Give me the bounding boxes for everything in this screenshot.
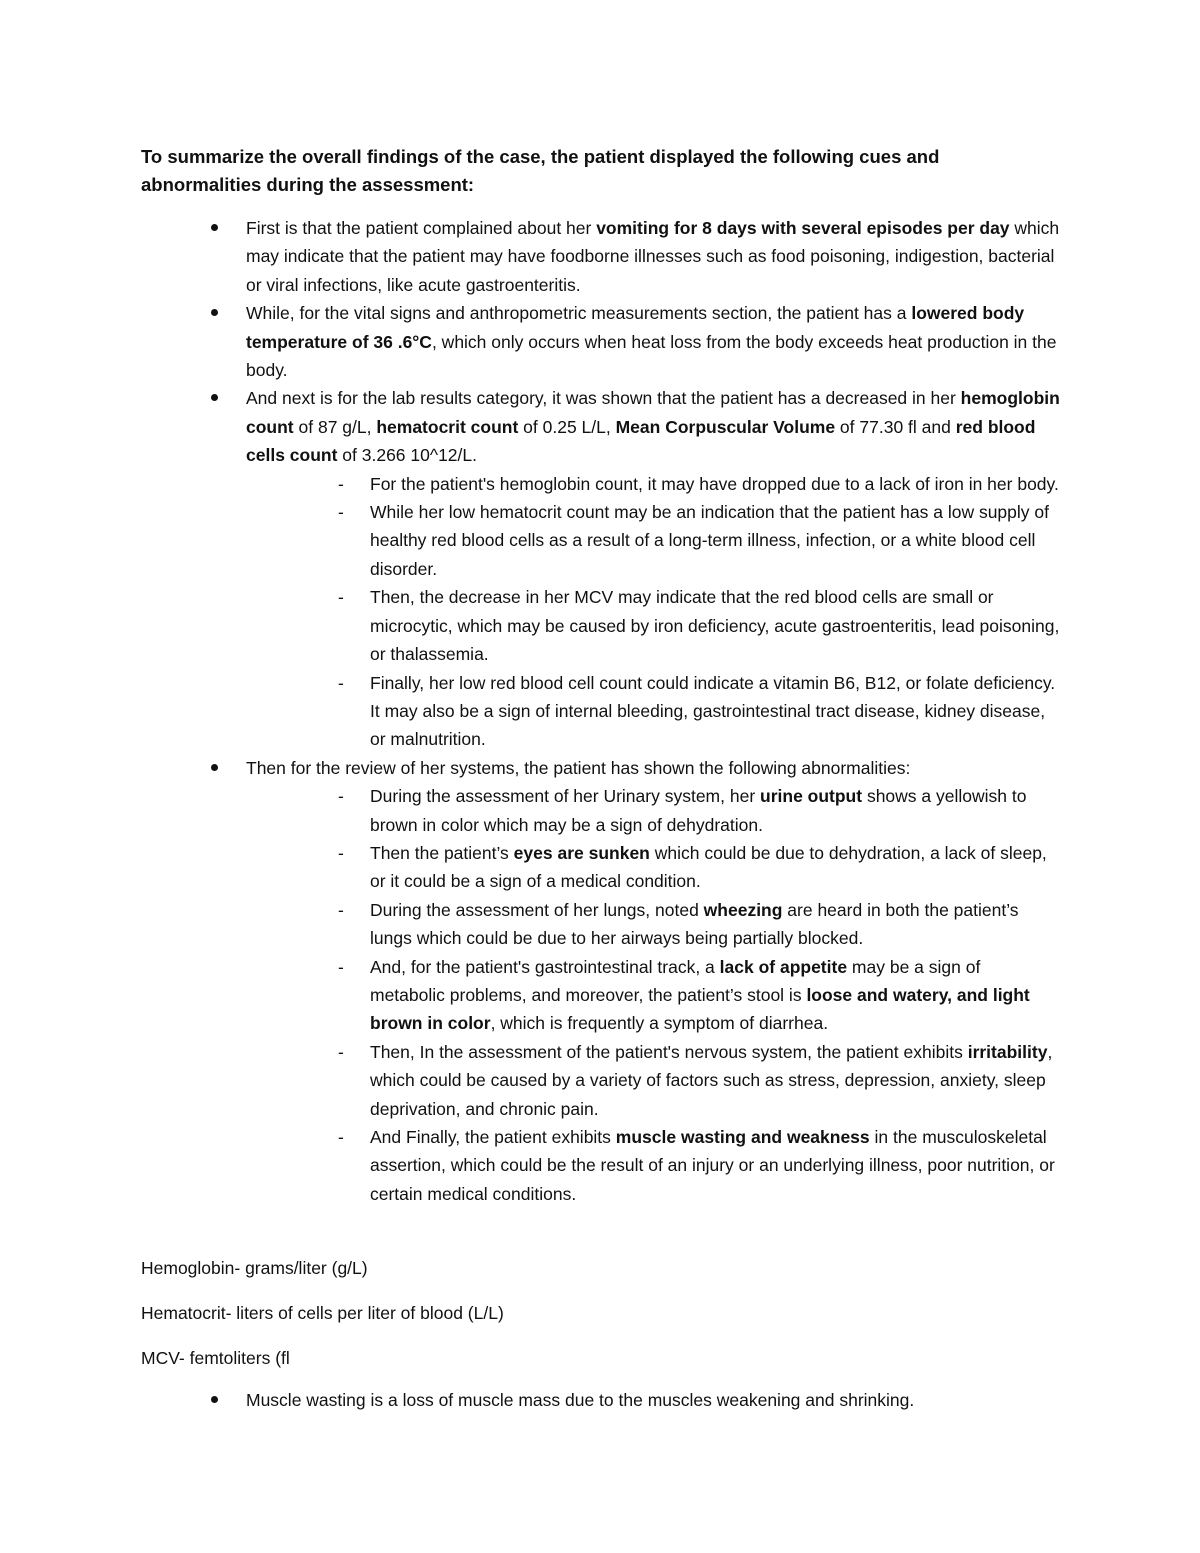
- bold-emphasis: muscle wasting and weakness: [615, 1127, 870, 1147]
- text-run: in the musculoskeletal assertion, which could be the result of an injury or an underlying illness, poor nutrition, or certain medical conditions.: [370, 1127, 1055, 1204]
- text-run: Then, the decrease in her MCV may indicate that the red blood cells are small or microcytic, which may be caused by iron deficiency, acute gastroenteritis, lead poisoning, or thalassemia.: [370, 587, 1060, 665]
- text-run: And, for the patient's gastrointestinal track, a: [370, 956, 720, 977]
- bullet-icon: [211, 1396, 218, 1403]
- text-run: While, for the vital signs and anthropometric measurements section, the patient has a: [246, 303, 912, 324]
- dash-marker: -: [338, 1127, 344, 1147]
- finding-vomiting: [0, 214, 1200, 299]
- text-run: And next is for the lab results category, it was shown that the patient has a decreased in her: [246, 388, 961, 409]
- bold-emphasis: hematocrit count: [376, 416, 519, 437]
- bold-emphasis: urine output: [760, 786, 863, 807]
- bold-emphasis: Mean Corpuscular Volume: [615, 416, 836, 437]
- system-sub-item-musculoskeletal: [338, 1123, 1070, 1208]
- bold-emphasis: hemoglobin count: [246, 388, 1060, 437]
- dash-marker: -: [338, 899, 344, 920]
- sub-item-text: [370, 502, 1049, 579]
- text-run: During the assessment of her lungs, noted: [370, 899, 704, 920]
- findings-list: [0, 214, 1200, 1208]
- dash-marker: -: [338, 672, 344, 693]
- text-run: While her low hematocrit count may be an indication that the patient has a low supply of healthy red blood cells as a result of a long-term illness, infection, or a white blood cell disorder.: [370, 502, 1049, 579]
- system-sub-item-lungs: [338, 896, 1070, 953]
- bold-emphasis: red blood cells count: [246, 416, 1036, 466]
- sub-item-text: [370, 1042, 1052, 1119]
- finding-text: [246, 388, 1060, 465]
- bold-emphasis: lack of appetite: [719, 956, 848, 977]
- unit-hemoglobin: Hemoglobin- grams/liter (g/L): [141, 1258, 368, 1278]
- summary-heading: To summarize the overall findings of the case, the patient displayed the following cues and abnormalities during the assessment:: [141, 146, 940, 195]
- sub-item-text: [370, 957, 1030, 1034]
- sub-item-text: [370, 900, 1019, 948]
- sub-item-text: [370, 786, 1026, 834]
- bold-emphasis: vomiting for 8 days with several episodes per day: [596, 218, 1010, 238]
- bullet-icon: [211, 309, 218, 316]
- muscle-wasting-note: [0, 1386, 1200, 1414]
- finding-text: [246, 218, 1059, 295]
- bold-emphasis: loose and watery, and light brown in color: [370, 984, 1030, 1034]
- bold-emphasis: irritability: [967, 1041, 1048, 1062]
- dash-marker: -: [338, 956, 344, 977]
- unit-mcv: MCV- femtoliters (fl: [141, 1348, 290, 1368]
- text-run: may be a sign of metabolic problems, and moreover, the patient’s stool is: [370, 956, 981, 1005]
- finding-temperature: [0, 299, 1200, 384]
- text-run: , which is frequently a symptom of diarrhea.: [490, 1013, 829, 1034]
- dash-marker: -: [338, 842, 344, 863]
- text-run: which may indicate that the patient may have foodborne illnesses such as food poisoning, indigestion, bacterial or viral infections, like acute gastroenteritis.: [246, 218, 1060, 295]
- finding-lab-results: [0, 384, 1200, 753]
- text-run: Then the patient’s: [370, 842, 514, 863]
- lab-sub-item-mcv: [338, 583, 1070, 668]
- text-run: Finally, her low red blood cell count could indicate a vitamin B6, B12, or folate deficiency. It may also be a sign of internal bleeding, gastrointestinal tract disease, kidney disease, or malnutrition.: [370, 672, 1056, 750]
- text-run: Then for the review of her systems, the patient has shown the following abnormalities:: [246, 757, 911, 778]
- sub-item-text: [370, 474, 1059, 494]
- text-run: For the patient's hemoglobin count, it may have dropped due to a lack of iron in her body.: [370, 473, 1059, 494]
- system-sub-item-urinary: [338, 782, 1070, 839]
- text-run: of 77.30 fl and: [835, 416, 956, 437]
- text-run: , which only occurs when heat loss from the body exceeds heat production in the body.: [246, 331, 1057, 381]
- lab-sub-item-rbc: [338, 669, 1070, 754]
- bullet-icon: [211, 224, 218, 231]
- text-run: First is that the patient complained about her: [246, 218, 597, 238]
- sub-item-text: [370, 1127, 1055, 1204]
- text-run: of 87 g/L,: [293, 416, 377, 437]
- system-sub-item-eyes: [338, 839, 1070, 896]
- lab-results-sublist: [246, 470, 1070, 754]
- text-run: shows a yellowish to brown in color which may be a sign of dehydration.: [370, 786, 1027, 835]
- dash-marker: -: [338, 587, 344, 608]
- text-run: Then, In the assessment of the patient's nervous system, the patient exhibits: [370, 1041, 968, 1062]
- finding-review-of-systems: [0, 754, 1200, 1209]
- muscle-wasting-text: Muscle wasting is a loss of muscle mass due to the muscles weakening and shrinking.: [246, 1390, 915, 1410]
- system-sub-item-nervous: [338, 1038, 1070, 1123]
- dash-marker: -: [338, 473, 344, 494]
- systems-sublist: [246, 782, 1070, 1208]
- unit-hematocrit: Hematocrit- liters of cells per liter of blood (L/L): [141, 1303, 504, 1323]
- finding-text: [246, 303, 1056, 380]
- sub-item-text: [370, 843, 1047, 891]
- bullet-icon: [211, 394, 218, 401]
- text-run: , which could be caused by a variety of factors such as stress, depression, anxiety, sleep deprivation, and chronic pain.: [370, 1041, 1053, 1119]
- text-run: are heard in both the patient’s lungs which could be due to her airways being partially blocked.: [370, 899, 1019, 949]
- sub-item-text: [370, 673, 1055, 750]
- finding-text: [246, 758, 910, 778]
- system-sub-item-gastrointestinal: [338, 953, 1070, 1038]
- bold-emphasis: lowered body temperature of 36 .6°C: [246, 303, 1025, 352]
- text-run: which could be due to dehydration, a lack of sleep, or it could be a sign of a medical condition.: [370, 842, 1047, 892]
- text-run: of 3.266 10^12/L.: [337, 445, 477, 466]
- bold-emphasis: eyes are sunken: [513, 842, 650, 863]
- text-run: of 0.25 L/L,: [518, 416, 616, 437]
- sub-item-text: [370, 587, 1059, 664]
- bullet-icon: [211, 764, 218, 771]
- dash-marker: -: [338, 1041, 344, 1062]
- muscle-wasting-list: [0, 1386, 1200, 1414]
- dash-marker: -: [338, 502, 344, 523]
- text-run: And Finally, the patient exhibits: [370, 1127, 616, 1147]
- lab-sub-item-hematocrit: [338, 498, 1070, 583]
- lab-sub-item-hemoglobin: [338, 470, 1070, 498]
- dash-marker: -: [338, 786, 344, 807]
- text-run: During the assessment of her Urinary system, her: [370, 786, 761, 807]
- bold-emphasis: wheezing: [703, 899, 783, 920]
